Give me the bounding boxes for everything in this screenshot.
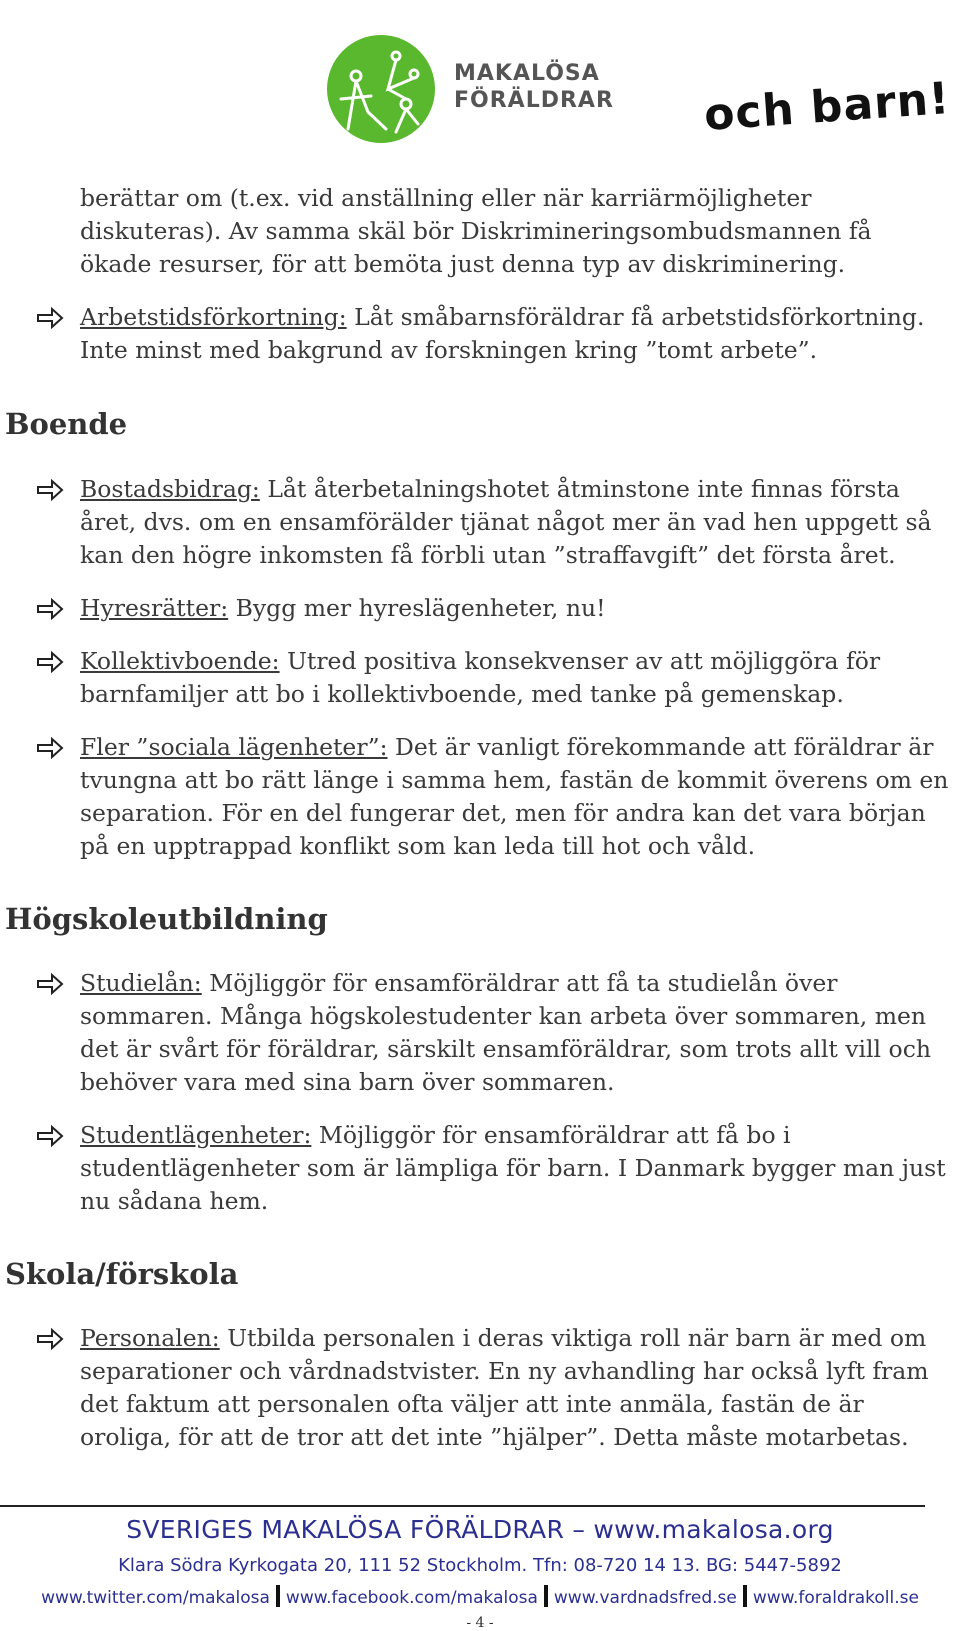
bullet-term: Kollektivboende:	[80, 647, 280, 675]
tagline: och barn!	[702, 72, 952, 141]
arrow-right-icon	[36, 731, 66, 764]
bullet-text: Det är vanligt förekommande att föräldrar är tvungna att bo rätt länge i samma hem, fastän de kommit överens om en separation. För en del fungerar det, men för andra kan det vara början på en upptrappad konflikt som kan leda till hot och våld.	[80, 733, 949, 860]
bullet-item	[80, 301, 950, 367]
bullet-text: Utbilda personalen i deras viktiga roll när barn är med om separationer och vårdnadstvister. En ny avhandling har också lyft fram det faktum att personalen ofta väljer att inte anmäla, fastän de är oroliga, för att de tror att det inte ”hjälper”. Detta måste motarbetas.	[80, 1324, 929, 1451]
logo-icon	[326, 34, 436, 144]
arrow-right-icon	[36, 1119, 66, 1152]
footer-link-twitter[interactable]: www.twitter.com/makalosa	[41, 1588, 270, 1608]
arrow-right-icon	[36, 1322, 66, 1355]
bullet-term: Personalen:	[80, 1324, 220, 1352]
bullet-text: Möjliggör för ensamföräldrar att få bo i studentlägenheter som är lämpliga för barn. I Danmark bygger man just nu sådana hem.	[80, 1121, 946, 1215]
footer-divider	[0, 1505, 925, 1507]
arrow-right-icon	[36, 473, 66, 506]
footer-links	[0, 1585, 960, 1608]
bullet-text: Möjliggör för ensamföräldrar att få ta studielån över sommaren. Många högskolestudenter kan arbeta över sommaren, men det är svårt för föräldrar, särskilt ensamföräldrar, som trots allt vill och behöver vara med sina barn över sommaren.	[80, 969, 931, 1096]
bullet-text: Låt småbarnsföräldrar få arbetstidsförkortning. Inte minst med bakgrund av forskningen kring ”tomt arbete”.	[80, 303, 925, 364]
section-heading-hogskola: Högskoleutbildning	[5, 902, 328, 936]
section-heading-skola: Skola/förskola	[5, 1257, 239, 1291]
logo-wordmark	[454, 60, 614, 114]
link-separator	[544, 1585, 548, 1607]
bullet-text: Utred positiva konsekvenser av att möjliggöra för barnfamiljer att bo i kollektivboende, med tanke på gemenskap.	[80, 647, 881, 708]
bullet-item	[80, 1119, 950, 1218]
arrow-right-icon	[36, 967, 66, 1000]
footer-link-vardnadsfred[interactable]: www.vardnadsfred.se	[553, 1588, 737, 1608]
bullet-term: Bostadsbidrag:	[80, 475, 260, 503]
bullet-term: Arbetstidsförkortning:	[80, 303, 347, 331]
bullet-item	[80, 967, 950, 1099]
bullet-item	[80, 645, 950, 711]
footer-link-foraldrakoll[interactable]: www.foraldrakoll.se	[752, 1588, 919, 1608]
arrow-right-icon	[36, 301, 66, 334]
arrow-right-icon	[36, 645, 66, 678]
page-number: - 4 -	[466, 1615, 494, 1631]
page-header	[0, 0, 960, 170]
link-separator	[276, 1585, 280, 1607]
bullet-item	[80, 1322, 950, 1454]
footer-org-line: SVERIGES MAKALÖSA FÖRÄLDRAR – www.makalosa.org	[126, 1515, 834, 1544]
bullet-term: Hyresrätter:	[80, 594, 229, 622]
logo-line1: MAKALÖSA	[454, 61, 600, 86]
bullet-term: Studielån:	[80, 969, 202, 997]
bullet-item	[80, 731, 950, 863]
bullet-item	[80, 592, 950, 625]
bullet-item	[80, 473, 950, 572]
bullet-term: Studentlägenheter:	[80, 1121, 312, 1149]
document-body	[0, 182, 960, 1454]
arrow-right-icon	[36, 592, 66, 625]
section-heading-boende: Boende	[5, 407, 128, 441]
bullet-term: Fler ”sociala lägenheter”:	[80, 733, 388, 761]
logo-line2: FÖRÄLDRAR	[454, 88, 614, 113]
footer-address-line: Klara Södra Kyrkogata 20, 111 52 Stockholm. Tfn: 08-720 14 13. BG: 5447-5892	[118, 1555, 842, 1576]
intro-paragraph: berättar om (t.ex. vid anställning eller när karriärmöjligheter diskuteras). Av samma skäl bör Diskrimineringsombudsmannen få ökade resurser, för att bemöta just denna typ av diskriminering.	[80, 184, 872, 278]
link-separator	[743, 1585, 747, 1607]
bullet-text: Bygg mer hyreslägenheter, nu!	[228, 594, 606, 622]
bullet-text: Låt återbetalningshotet åtminstone inte finnas första året, dvs. om en ensamförälder tjänat något mer än vad hen uppgett så kan den högre inkomsten få förbli utan ”straffavgift” det första året.	[80, 475, 932, 569]
footer-link-facebook[interactable]: www.facebook.com/makalosa	[285, 1588, 538, 1608]
